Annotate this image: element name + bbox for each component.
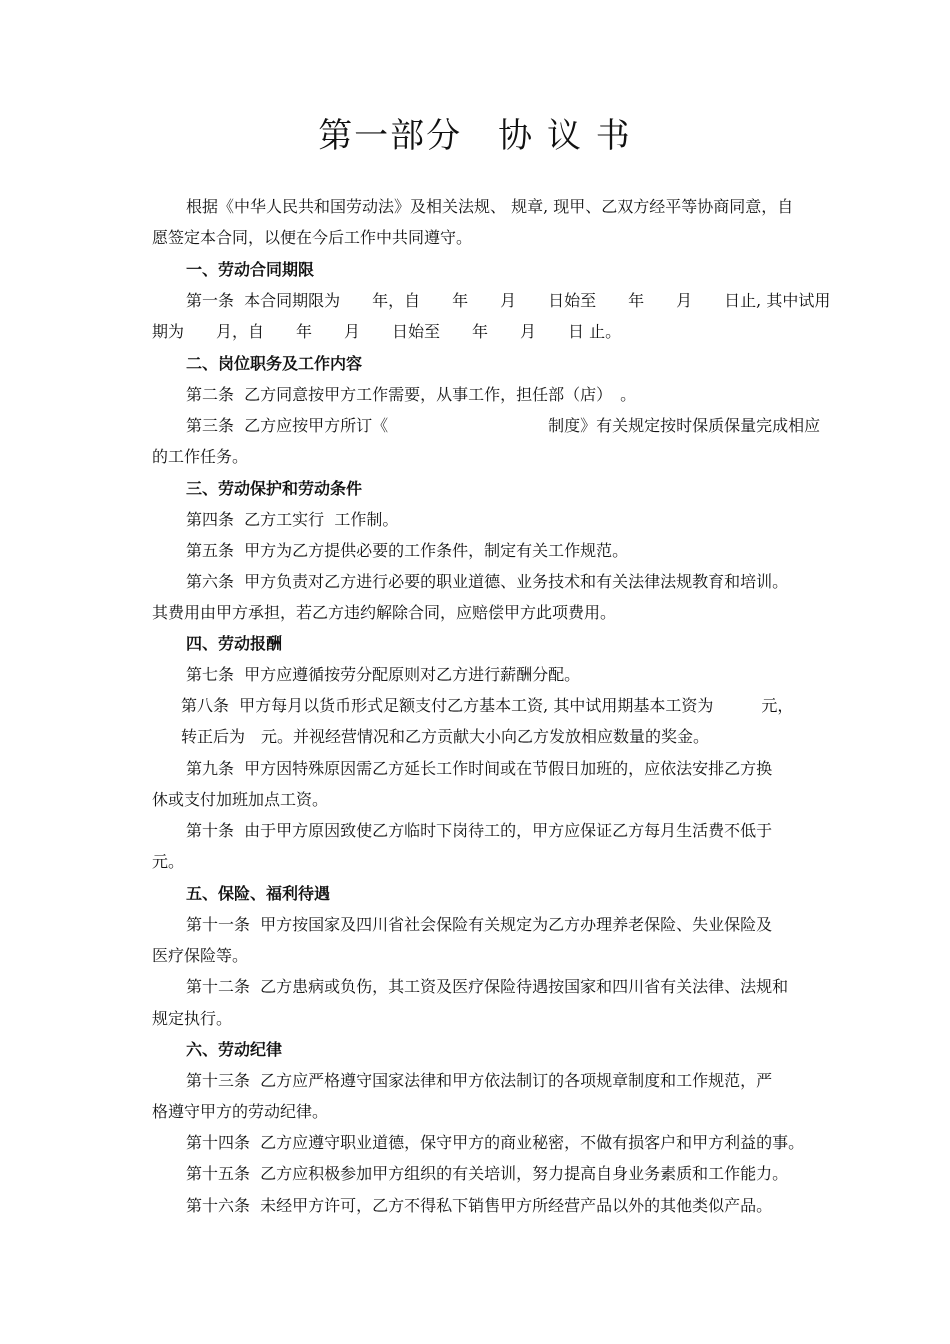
intro-line: 根据《中华人民共和国劳动法》及相关法规、 规章, 现甲、乙双方经平等协商同意，自	[186, 197, 794, 216]
clause-line: 第九条 甲方因特殊原因需乙方延长工作时间或在节假日加班的，应依法安排乙方换	[186, 759, 773, 778]
clause-line: 第三条 乙方应按甲方所订《 制度》有关规定按时保质保量完成相应	[186, 416, 821, 435]
clause-line: 第一条 本合同期限为 年，自 年 月 日始至 年 月 日止, 其中试用	[186, 291, 831, 310]
clause-line: 休或支付加班加点工资。	[152, 790, 329, 809]
clause-line: 第五条 甲方为乙方提供必要的工作条件，制定有关工作规范。	[186, 541, 629, 560]
clause-line: 第十四条 乙方应遵守职业道德，保守甲方的商业秘密，不做有损客户和甲方利益的事。	[186, 1133, 805, 1152]
clause-line: 期为 月，自 年 月 日始至 年 月 日 止。	[152, 322, 622, 341]
clause-line: 第十六条 未经甲方许可，乙方不得私下销售甲方所经营产品以外的其他类似产品。	[186, 1196, 773, 1215]
clause-line: 第二条 乙方同意按甲方工作需要，从事工作，担任部（店） 。	[186, 385, 637, 404]
clause-line: 医疗保险等。	[152, 946, 249, 965]
intro-line: 愿签定本合同，以便在今后工作中共同遵守。	[152, 228, 473, 247]
clause-line: 第十五条 乙方应积极参加甲方组织的有关培训，努力提高自身业务素质和工作能力。	[186, 1164, 789, 1183]
clause-line: 第十三条 乙方应严格遵守国家法律和甲方依法制订的各项规章制度和工作规范，严	[186, 1071, 773, 1090]
clause-line: 第七条 甲方应遵循按劳分配原则对乙方进行薪酬分配。	[186, 665, 581, 684]
clause-line: 其费用由甲方承担，若乙方违约解除合同，应赔偿甲方此项费用。	[152, 603, 617, 622]
clause-line: 第四条 乙方工实行 工作制。	[186, 510, 399, 529]
clause-line: 的工作任务。	[152, 447, 249, 466]
section-heading: 一、劳动合同期限	[186, 260, 315, 279]
clause-line: 第八条 甲方每月以货币形式足额支付乙方基本工资, 其中试用期基本工资为 元，	[181, 696, 794, 715]
clause-line: 元。	[152, 852, 185, 871]
clause-line: 第十二条 乙方患病或负伤，其工资及医疗保险待遇按国家和四川省有关法律、法规和	[186, 977, 789, 996]
clause-line: 规定执行。	[152, 1009, 233, 1028]
clause-line: 第十条 由于甲方原因致使乙方临时下岗待工的，甲方应保证乙方每月生活费不低于	[186, 821, 773, 840]
clause-line: 转正后为 元。并视经营情况和乙方贡献大小向乙方发放相应数量的奖金。	[181, 727, 710, 746]
section-heading: 三、劳动保护和劳动条件	[186, 479, 363, 498]
document-title: 第一部分 协 议 书	[318, 116, 632, 156]
section-heading: 六、劳动纪律	[186, 1040, 283, 1059]
clause-line: 第六条 甲方负责对乙方进行必要的职业道德、业务技术和有关法律法规教育和培训。	[186, 572, 789, 591]
section-heading: 五、保险、福利待遇	[186, 884, 331, 903]
clause-line: 第十一条 甲方按国家及四川省社会保险有关规定为乙方办理养老保险、失业保险及	[186, 915, 773, 934]
section-heading: 二、岗位职务及工作内容	[186, 354, 363, 373]
section-heading: 四、劳动报酬	[186, 634, 283, 653]
clause-line: 格遵守甲方的劳动纪律。	[152, 1102, 329, 1121]
